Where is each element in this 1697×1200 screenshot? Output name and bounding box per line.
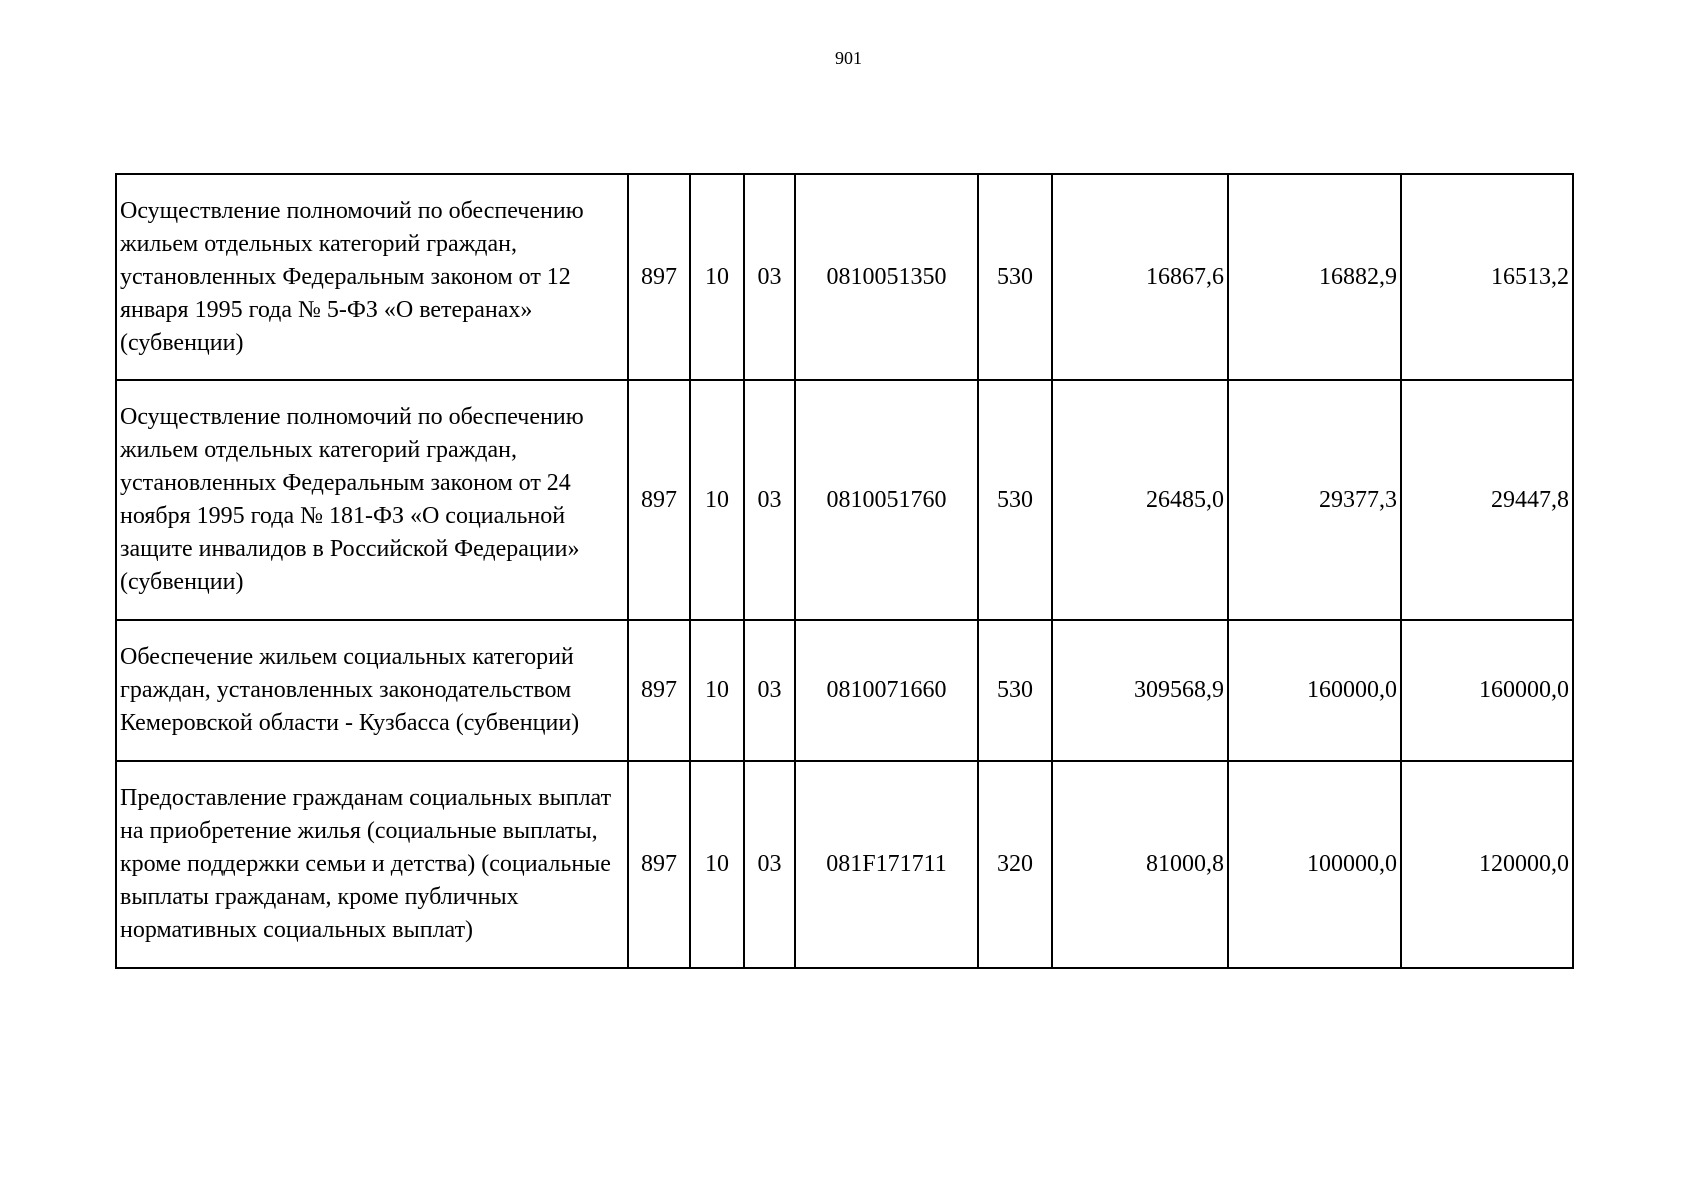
subsection-code: 03 [744,761,795,968]
budget-table [115,173,1574,969]
amount-1: 16867,6 [1052,174,1228,380]
row-description: Осуществление полномочий по обеспечению жильем отдельных категорий граждан, установленных Федеральным законом от 24 ноября 1995 года № 181-ФЗ «О социальной защите инвалидов в Российской Федерации» (субвенции) [116,380,628,620]
subsection-code: 03 [744,620,795,761]
subsection-code: 03 [744,174,795,380]
section-code: 10 [690,761,744,968]
expense-type-code: 320 [978,761,1052,968]
table-row [116,380,1573,620]
amount-3: 120000,0 [1401,761,1573,968]
section-code: 10 [690,380,744,620]
table-row [116,174,1573,380]
amount-2: 160000,0 [1228,620,1401,761]
expense-type-code: 530 [978,174,1052,380]
amount-1: 26485,0 [1052,380,1228,620]
row-description: Осуществление полномочий по обеспечению жильем отдельных категорий граждан, установленных Федеральным законом от 12 января 1995 года № 5-ФЗ «О ветеранах» (субвенции) [116,174,628,380]
target-article-code: 0810071660 [795,620,978,761]
target-article-code: 081F171711 [795,761,978,968]
ministry-code: 897 [628,380,690,620]
amount-3: 16513,2 [1401,174,1573,380]
amount-1: 309568,9 [1052,620,1228,761]
expense-type-code: 530 [978,380,1052,620]
section-code: 10 [690,174,744,380]
target-article-code: 0810051760 [795,380,978,620]
table-row [116,761,1573,968]
amount-3: 160000,0 [1401,620,1573,761]
subsection-code: 03 [744,380,795,620]
expense-type-code: 530 [978,620,1052,761]
section-code: 10 [690,620,744,761]
ministry-code: 897 [628,620,690,761]
target-article-code: 0810051350 [795,174,978,380]
ministry-code: 897 [628,174,690,380]
row-description: Предоставление гражданам социальных выплат на приобретение жилья (социальные выплаты, кроме поддержки семьи и детства) (социальные выплаты гражданам, кроме публичных нормативных социальных выплат) [116,761,628,968]
amount-1: 81000,8 [1052,761,1228,968]
row-description: Обеспечение жильем социальных категорий граждан, установленных законодательством Кемеровской области - Кузбасса (субвенции) [116,620,628,761]
amount-2: 100000,0 [1228,761,1401,968]
page-number: 901 [835,48,862,68]
amount-3: 29447,8 [1401,380,1573,620]
amount-2: 29377,3 [1228,380,1401,620]
table-row [116,620,1573,761]
amount-2: 16882,9 [1228,174,1401,380]
ministry-code: 897 [628,761,690,968]
